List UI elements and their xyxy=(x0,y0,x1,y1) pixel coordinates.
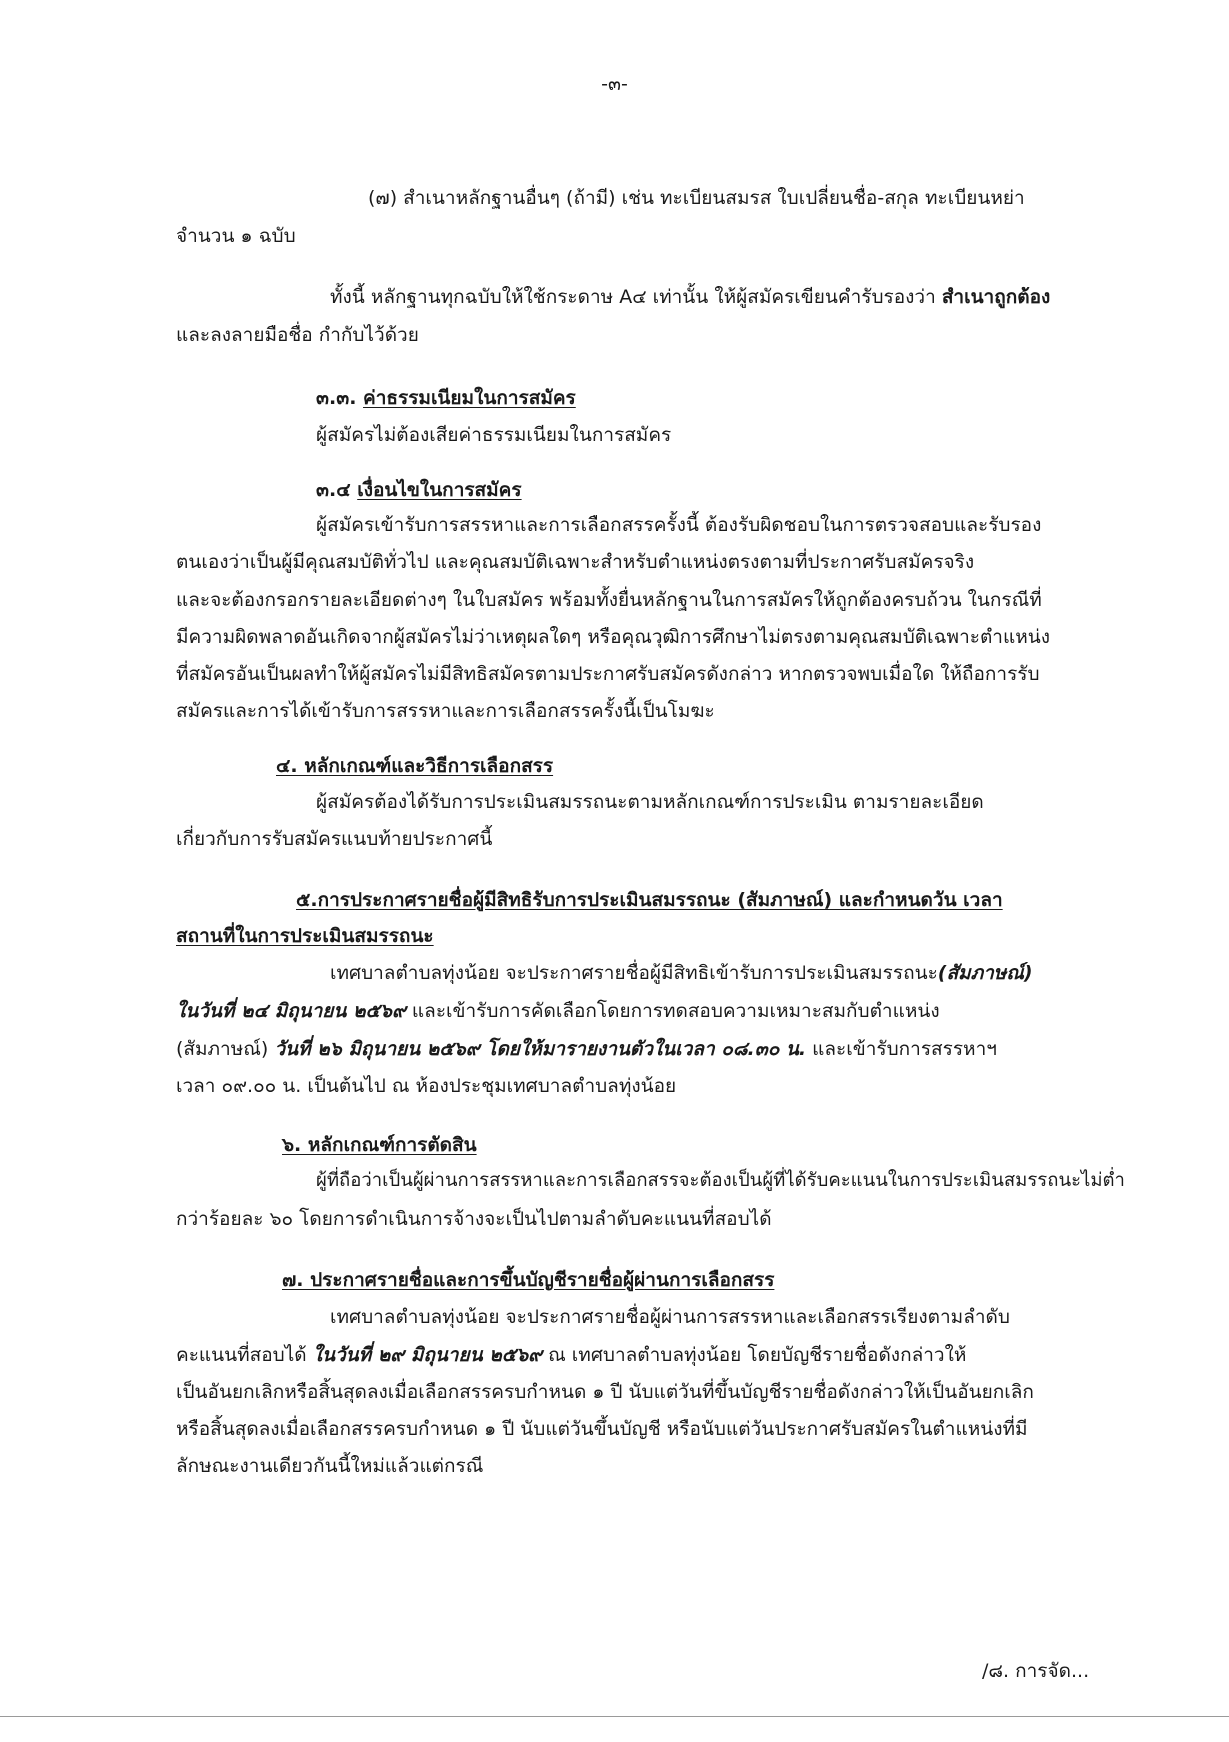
section-7-line2 xyxy=(176,1341,966,1369)
item7-line1: (๗) สำเนาหลักฐานอื่นๆ (ถ้ามี) เช่น ทะเบียนสมรส ใบเปลี่ยนชื่อ-สกุล ทะเบียนหย่า xyxy=(368,187,1025,209)
section-5-line4: เวลา ๐๙.๐๐ น. เป็นต้นไป ณ ห้องประชุมเทศบาลตำบลทุ่งน้อย xyxy=(176,1075,677,1097)
section-3-4-line: สมัครและการได้เข้ารับการสรรหาและการเลือกสรรครั้งนี้เป็นโมฆะ xyxy=(176,700,715,722)
section-5-line3 xyxy=(176,1035,997,1063)
section-5-emphasis: (สัมภาษณ์) xyxy=(937,962,1033,984)
section-7-line5: ลักษณะงานเดียวกันนี้ใหม่แล้วแต่กรณี xyxy=(176,1455,484,1477)
section-5-date: วันที่ ๒๖ มิถุนายน ๒๕๖๙ โดยให้มารายงานตัวในเวลา ๐๘.๓๐ น. xyxy=(274,1038,807,1060)
section-6-line: กว่าร้อยละ ๖๐ โดยการดำเนินการจ้างจะเป็นไปตามลำดับคะแนนที่สอบได้ xyxy=(176,1208,772,1230)
bottom-rule xyxy=(0,1716,1229,1717)
section-7-line3: เป็นอันยกเลิกหรือสิ้นสุดลงเมื่อเลือกสรรครบกำหนด ๑ ปี นับแต่วันที่ขึ้นบัญชีรายชื่อดังกล่าวให้เป็นอันยกเลิก xyxy=(176,1381,1034,1403)
section-5-text: เทศบาลตำบลทุ่งน้อย จะประกาศรายชื่อผู้มีสิทธิเข้ารับการประเมินสมรรถนะ xyxy=(330,962,938,984)
section-5-title-line2: สถานที่ในการประเมินสมรรถนะ xyxy=(176,925,434,947)
section-3-3-heading xyxy=(316,384,576,412)
section-7-date: ในวันที่ ๒๙ มิถุนายน ๒๕๖๙ xyxy=(312,1344,543,1366)
section-5-text: และเข้ารับการคัดเลือกโดยการทดสอบความเหมาะสมกับตำแหน่ง xyxy=(405,1000,940,1022)
section-3-4-title: เงื่อนไขในการสมัคร xyxy=(357,479,522,501)
section-3-4-number: ๓.๔ xyxy=(316,479,358,501)
continuation-marker: /๘. การจัด... xyxy=(982,1660,1090,1682)
page-number: -๓- xyxy=(601,73,628,95)
section-5-text: และเข้ารับการสรรหาฯ xyxy=(806,1038,997,1060)
section-3-4-heading xyxy=(316,476,522,504)
section-5-line1 xyxy=(330,959,1033,987)
note-line1 xyxy=(330,283,1050,311)
section-3-4-line: ผู้สมัครเข้ารับการสรรหาและการเลือกสรรครั้งนี้ ต้องรับผิดชอบในการตรวจสอบและรับรอง xyxy=(316,514,1042,536)
section-5-line2 xyxy=(176,997,940,1025)
section-3-4-line: มีความผิดพลาดอันเกิดจากผู้สมัครไม่ว่าเหตุผลใดๆ หรือคุณวุฒิการศึกษาไม่ตรงตามคุณสมบัติเฉพาะตำแหน่ง xyxy=(176,626,1050,648)
section-3-3-body: ผู้สมัครไม่ต้องเสียค่าธรรมเนียมในการสมัคร xyxy=(316,424,672,446)
section-4-line: เกี่ยวกับการรับสมัครแนบท้ายประกาศนี้ xyxy=(176,828,493,850)
section-3-4-line: ที่สมัครอันเป็นผลทำให้ผู้สมัครไม่มีสิทธิสมัครตามประกาศรับสมัครดังกล่าว หากตรวจพบเมื่อใด ให้ถือการรับ xyxy=(176,663,1040,685)
section-7-line1: เทศบาลตำบลทุ่งน้อย จะประกาศรายชื่อผู้ผ่านการสรรหาและเลือกสรรเรียงตามลำดับ xyxy=(330,1306,1010,1328)
section-7-title: ๗. ประกาศรายชื่อและการขึ้นบัญชีรายชื่อผู้ผ่านการเลือกสรร xyxy=(282,1269,775,1291)
section-5-text: (สัมภาษณ์) xyxy=(176,1038,275,1060)
section-5-date: ในวันที่ ๒๔ มิถุนายน ๒๕๖๙ xyxy=(176,1000,406,1022)
section-7-text: ณ เทศบาลตำบลทุ่งน้อย โดยบัญชีรายชื่อดังกล่าวให้ xyxy=(542,1344,967,1366)
section-6-line: ผู้ที่ถือว่าเป็นผู้ผ่านการสรรหาและการเลือกสรรจะต้องเป็นผู้ที่ได้รับคะแนนในการประเมินสมรรถนะไม่ต่ำ xyxy=(316,1170,1125,1191)
note-line2: และลงลายมือชื่อ กำกับไว้ด้วย xyxy=(176,324,419,346)
section-3-4-line: และจะต้องกรอกรายละเอียดต่างๆ ในใบสมัคร พร้อมทั้งยื่นหลักฐานในการสมัครให้ถูกต้องครบถ้วน ในกรณีที่ xyxy=(176,589,1042,611)
section-5-title-line1: ๕.การประกาศรายชื่อผู้มีสิทธิรับการประเมินสมรรถนะ (สัมภาษณ์) และกำหนดวัน เวลา xyxy=(296,889,1003,911)
section-3-3-title: ค่าธรรมเนียมในการสมัคร xyxy=(363,387,576,409)
section-3-3-number: ๓.๓. xyxy=(316,387,364,409)
section-7-text: คะแนนที่สอบได้ xyxy=(176,1344,313,1366)
section-6-title: ๖. หลักเกณฑ์การตัดสิน xyxy=(282,1134,477,1156)
item7-line2: จำนวน ๑ ฉบับ xyxy=(176,225,296,247)
section-4-line: ผู้สมัครต้องได้รับการประเมินสมรรถนะตามหลักเกณฑ์การประเมิน ตามรายละเอียด xyxy=(316,791,984,813)
note-emphasis: สำเนาถูกต้อง xyxy=(941,286,1051,308)
section-4-title: ๔. หลักเกณฑ์และวิธีการเลือกสรร xyxy=(276,755,554,777)
note-text: ทั้งนี้ หลักฐานทุกฉบับให้ใช้กระดาษ A๔ เท่านั้น ให้ผู้สมัครเขียนคำรับรองว่า xyxy=(330,286,942,308)
section-3-4-line: ตนเองว่าเป็นผู้มีคุณสมบัติทั่วไป และคุณสมบัติเฉพาะสำหรับตำแหน่งตรงตามที่ประกาศรับสมัครจริง xyxy=(176,551,975,573)
section-7-line4: หรือสิ้นสุดลงเมื่อเลือกสรรครบกำหนด ๑ ปี นับแต่วันขึ้นบัญชี หรือนับแต่วันประกาศรับสมัครในตำแหน่งที่มี xyxy=(176,1418,1028,1440)
